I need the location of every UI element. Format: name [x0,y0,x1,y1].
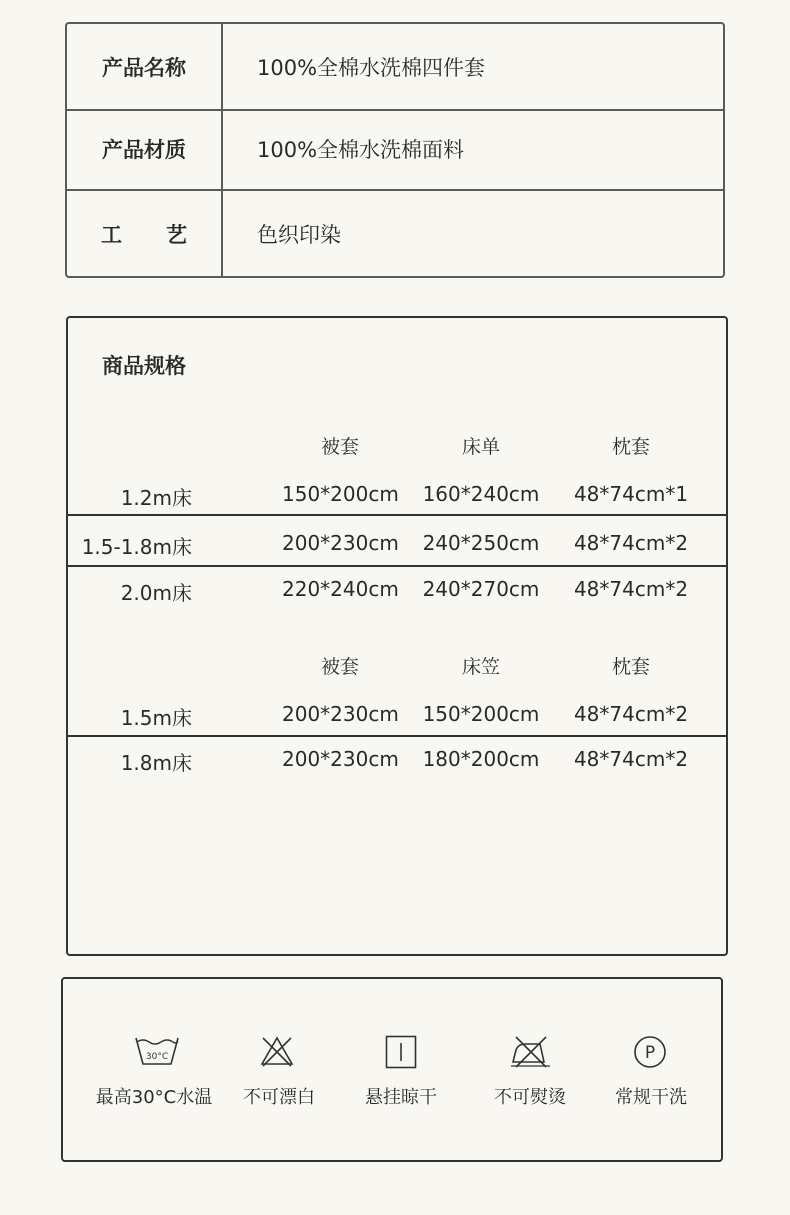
info-row-process [67,189,723,278]
spec-cell: 150*200cm [282,482,399,506]
info-label-char: 艺 [166,222,187,247]
spec-header-cell: 枕套 [611,656,650,678]
info-row-material [67,109,723,191]
spec-header-cell: 被套 [320,436,359,458]
spec-cell: 180*200cm [422,747,540,771]
info-label: 产品材质 [67,109,223,189]
spec-cell: 48*74cm*2 [573,577,689,601]
wash-30-icon [133,1035,181,1067]
spec-cell: 200*230cm [282,747,399,771]
spec-size-cell: 1.8m床 [120,751,192,775]
product-info-table [65,22,725,278]
spec-cell: 150*200cm [422,702,540,726]
care-label: 常规干洗 [615,1087,687,1108]
spec-row [68,531,726,561]
spec-cell: 48*74cm*2 [573,531,689,555]
spec-size-cell: 1.2m床 [120,486,192,510]
spec-row [68,702,726,732]
care-box [61,977,723,1162]
care-label: 不可熨烫 [494,1087,566,1108]
spec-header-cell: 床单 [461,436,500,458]
spec-cell: 220*240cm [282,577,399,601]
spec-header-row [68,432,726,462]
spec-cell: 160*240cm [422,482,540,506]
dry-clean-symbol: P [644,1043,656,1063]
no-iron-icon [510,1035,552,1069]
spec-header-cell: 被套 [320,656,359,678]
dry-clean-p-icon [633,1035,667,1069]
care-label: 悬挂晾干 [365,1087,437,1108]
spec-cell: 48*74cm*2 [573,702,689,726]
spec-divider [66,735,728,737]
info-row-name [67,24,723,111]
spec-title: 商品规格 [102,354,186,378]
info-value: 100%全棉水洗棉四件套 [257,55,486,80]
spec-row [68,747,726,777]
spec-size-cell: 2.0m床 [120,581,192,605]
hang-dry-icon [385,1035,417,1069]
spec-cell: 240*270cm [422,577,540,601]
spec-row [68,482,726,512]
no-bleach-icon [260,1035,294,1067]
spec-size-cell: 1.5-1.8m床 [81,535,192,559]
spec-header-row [68,652,726,682]
spec-cell: 200*230cm [282,531,399,555]
info-label [67,189,223,278]
spec-cell: 48*74cm*1 [573,482,689,506]
info-value: 色织印染 [257,222,341,247]
spec-size-cell: 1.5m床 [120,706,192,730]
wash-temp-text: 30°C [145,1052,169,1062]
care-label: 最高30°C水温 [95,1087,213,1108]
info-value: 100%全棉水洗棉面料 [257,138,465,162]
spec-cell: 48*74cm*2 [573,747,689,771]
spec-header-cell: 床笠 [461,656,500,678]
spec-cell: 240*250cm [422,531,540,555]
spec-divider [66,514,728,516]
spec-box [66,316,728,956]
info-label-char: 工 [101,222,122,247]
care-label: 不可漂白 [243,1087,315,1108]
info-label: 产品名称 [67,24,223,109]
spec-divider [66,565,728,567]
spec-row [68,577,726,607]
spec-cell: 200*230cm [282,702,399,726]
spec-header-cell: 枕套 [611,436,650,458]
